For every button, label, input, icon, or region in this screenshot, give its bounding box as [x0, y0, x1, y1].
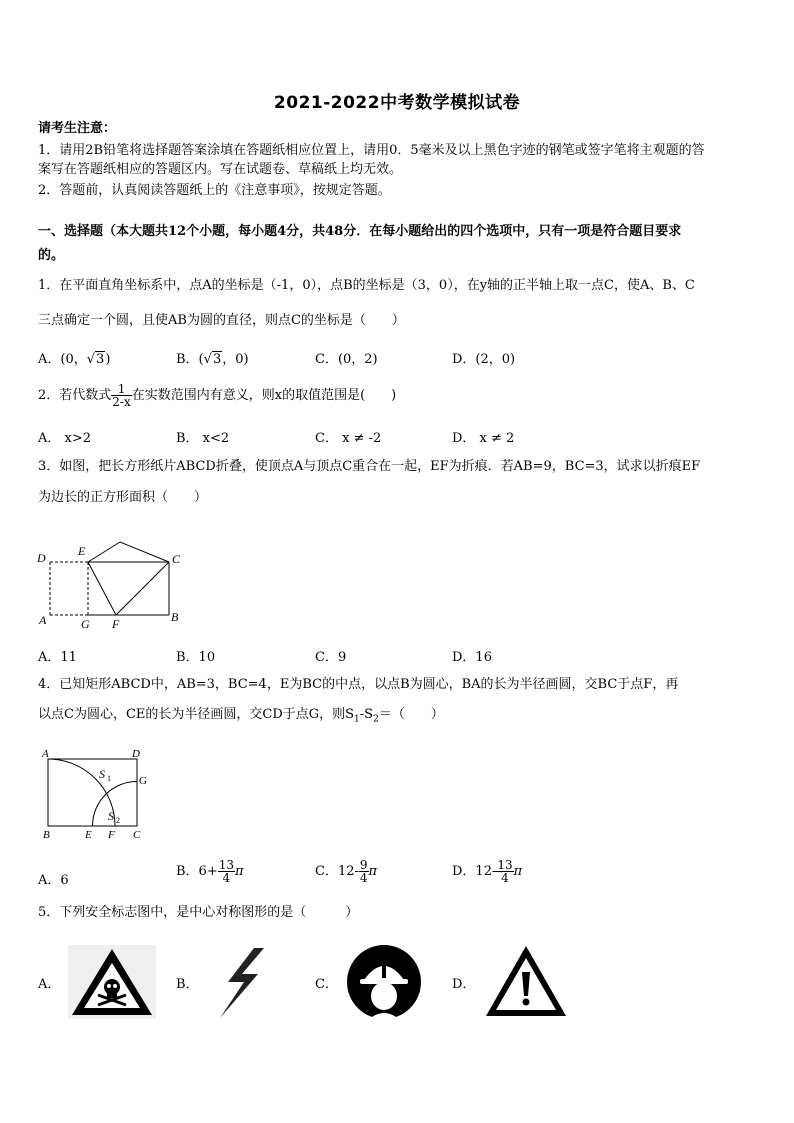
q3-label-g: G	[81, 617, 90, 631]
q4-option-a: A．6	[38, 873, 69, 888]
q3-option-d: D．16	[452, 650, 492, 665]
q3-folded-rectangle-figure	[34, 540, 184, 635]
q1-stem-line-1: 1．在平面直角坐标系中，点A的坐标是（-1，0），点B的坐标是（3，0），在y轴的正半轴上取一点C，使A、B、C	[38, 278, 695, 293]
hard-hat-sign-icon	[346, 944, 422, 1020]
notice-heading: 请考生注意：	[38, 121, 117, 136]
q4-label-s2-sub: 2	[116, 816, 120, 825]
q4-label-e: E	[85, 829, 92, 840]
q5-stem: 5．下列安全标志图中，是中心对称图形的是（ ）	[38, 905, 359, 920]
q5-option-a-label: A．	[38, 977, 61, 992]
toxic-warning-sign-icon	[68, 945, 156, 1019]
q1-stem-line-2: 三点确定一个圆，且使AB为圆的直径，则点C的坐标是（ ）	[38, 313, 405, 328]
q2-option-b: B． x<2	[176, 431, 230, 446]
q1-option-c: C．(0，2)	[315, 352, 378, 367]
q5-option-c-label: C．	[315, 977, 338, 992]
q3-label-a: A	[39, 613, 47, 627]
q3-label-c: C	[172, 552, 181, 566]
section-heading-line-2: 的。	[38, 248, 65, 263]
q3-option-a: A．11	[38, 650, 77, 665]
section-heading-line-1: 一、选择题（本大题共12个小题，每小题4分，共48分．在每小题给出的四个选项中，只有一项是符合题目要求	[38, 224, 682, 239]
q4-label-c: C	[133, 829, 141, 840]
q3-label-f: F	[112, 617, 120, 631]
q1-option-d: D．(2，0)	[452, 352, 516, 367]
q4-option-d: D．12- $\frac{13}{4}$ π	[452, 858, 523, 885]
lightning-bolt-sign-icon	[214, 946, 270, 1020]
q5-option-d-label: D．	[452, 977, 476, 992]
page-title: 2021-2022中考数学模拟试卷	[273, 93, 521, 113]
q1-option-a: A．(0，√3)	[38, 352, 111, 367]
q4-label-g: G	[139, 775, 147, 787]
notice-line-2: 案写在答题纸相应的答题区内。写在试题卷、草稿纸上均无效。	[38, 162, 403, 177]
q4-option-c: C．12- $\frac{9}{4}$ π	[315, 858, 378, 885]
q2-option-a: A． x>2	[38, 431, 92, 446]
q4-option-b: B．6+ $\frac{13}{4}$ π	[176, 858, 244, 885]
q4-label-a: A	[42, 748, 49, 760]
q3-option-b: B．10	[176, 650, 216, 665]
q2-stem: 2．若代数式 $\frac{1}{2-x}$ 在实数范围内有意义，则x的取值范围是( )	[38, 382, 397, 409]
q5-option-b-label: B．	[176, 977, 199, 992]
q3-option-c: C．9	[315, 650, 347, 665]
q3-label-e: E	[78, 544, 86, 558]
exclamation-warning-sign-icon	[484, 944, 568, 1018]
q4-label-f: F	[108, 829, 115, 840]
notice-line-1: 1．请用2B铅笔将选择题答案涂填在答题纸相应位置上，请用0．5毫米及以上黑色字迹的钢笔或签字笔将主观题的答	[38, 143, 705, 158]
q4-label-s1-sub: 1	[107, 774, 111, 783]
notice-line-3: 2．答题前，认真阅读答题纸上的《注意事项》，按规定答题。	[38, 183, 391, 198]
q3-label-b: B	[171, 610, 179, 624]
q4-stem-line-1: 4．已知矩形ABCD中，AB=3，BC=4，E为BC的中点，以点B为圆心，BA的长为半径画圆，交BC于点F，再	[38, 677, 679, 692]
q1-option-b: B．(√3，0)	[176, 352, 249, 367]
q3-stem-line-2: 为边长的正方形面积（ ）	[38, 490, 208, 505]
q4-label-s2: S	[108, 809, 114, 823]
q4-rectangle-arcs-figure	[38, 744, 158, 840]
q2-option-d: D． x ≠ 2	[452, 431, 515, 446]
q4-stem-line-2: 以点C为圆心，CE的长为半径画圆，交CD于点G，则$S_1-S_2=$（ ）	[38, 707, 444, 725]
q4-label-d: D	[132, 748, 140, 760]
q3-stem-line-1: 3．如图，把长方形纸片ABCD折叠，使顶点A与顶点C重合在一起，EF为折痕．若AB=9，BC=3，试求以折痕EF	[38, 459, 701, 474]
q4-label-b: B	[43, 829, 50, 840]
q3-label-d: D	[37, 551, 46, 565]
q4-label-s1: S	[99, 767, 105, 781]
q2-option-c: C． x ≠ -2	[315, 431, 382, 446]
